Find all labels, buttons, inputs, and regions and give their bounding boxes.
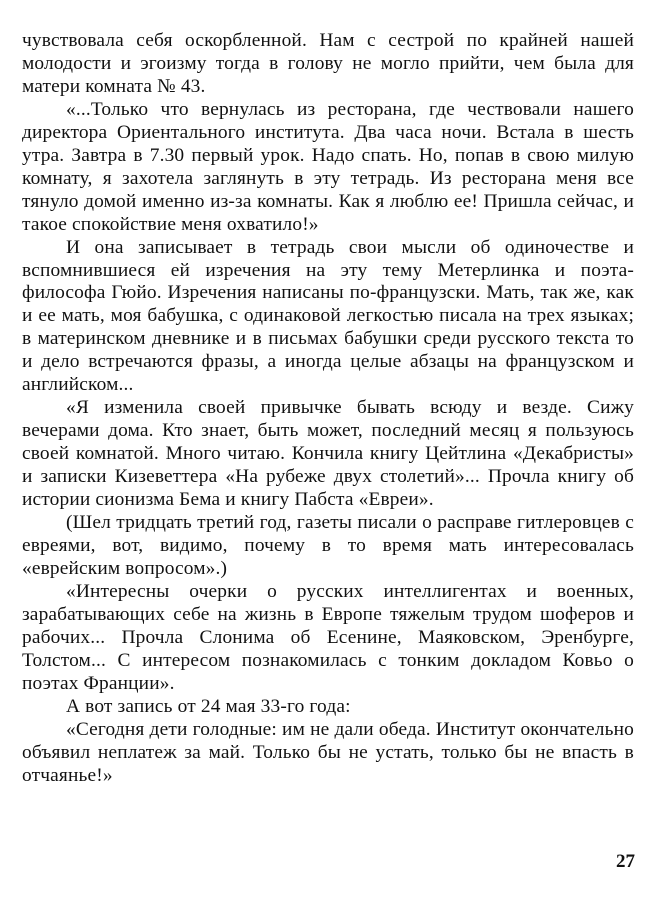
paragraph-2: «...Только что вернулась из ресторана, где чествовали нашего директора Ориентального института. Два часа ночи. Встала в шесть утра. Завтра в 7.30 первый урок. Надо спать. Но, попав в свою милую комнату, я захотела заглянуть в эту тетрадь. Из ресторана меня все тянуло домой именно из-за комнаты. Как я люблю ее! Пришла сейчас, и такое спокойствие меня охватило!» <box>22 98 634 235</box>
paragraph-6: «Интересны очерки о русских интеллигентах и военных, зарабатывающих себе на жизнь в Европе тяжелым трудом шоферов и рабочих... Прочла Слонима об Есенине, Маяковском, Эренбурге, Толстом... С интересом познакомилась с тонким докладом Ковьо о поэтах Франции». <box>22 580 634 694</box>
paragraph-5: (Шел тридцать третий год, газеты писали о расправе гитлеровцев с евреями, вот, видимо, почему в то время мать интересовалась «еврейским вопросом».) <box>22 512 634 579</box>
page-text <box>22 30 634 787</box>
paragraph-4: «Я изменила своей привычке бывать всюду и везде. Сижу вечерами дома. Кто знает, быть может, последний месяц я пользуюсь своей комнатой. Много читаю. Кончила книгу Цейтлина «Декабристы» и записки Кизеветтера «На рубеже двух столетий»... Прочла книгу об истории сионизма Бема и книгу Пабста «Евреи». <box>22 397 634 511</box>
page-number: 27 <box>616 851 635 872</box>
paragraph-3: И она записывает в тетрадь свои мысли об одиночестве и вспомнившиеся ей изречения на эту тему Метерлинка и поэта-философа Гюйо. Изречения написаны по-французски. Мать, так же, как и ее мать, моя бабушка, с одинаковой легкостью писала на трех языках; в материнском дневнике и в письмах бабушки среди русского текста то и дело встречаются фразы, а иногда целые абзацы на французском и английском... <box>22 236 634 396</box>
paragraph-7: А вот запись от 24 мая 33-го года: <box>66 695 351 717</box>
paragraph-1: чувствовала себя оскорбленной. Нам с сестрой по крайней нашей молодости и эгоизму тогда в голову не могло прийти, чем была для матери комната № 43. <box>22 30 634 97</box>
paragraph-8: «Сегодня дети голодные: им не дали обеда. Институт окончательно объявил неплатеж за май. Только бы не устать, только бы не впасть в отчаянье!» <box>22 718 634 786</box>
